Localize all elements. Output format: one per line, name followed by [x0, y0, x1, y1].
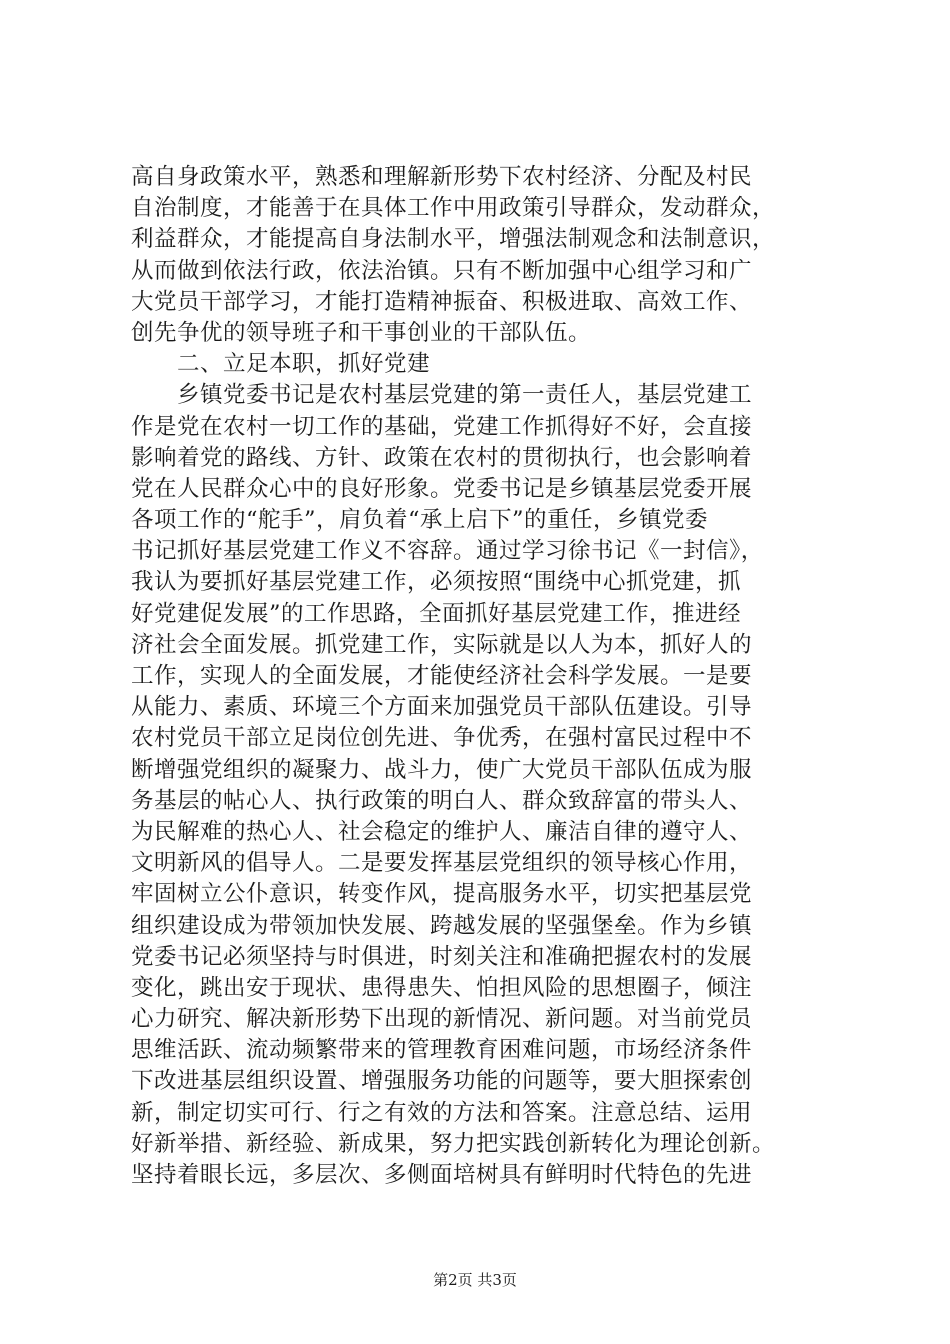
text-line: 断增强党组织的凝聚力、战斗力，使广大党员干部队伍成为服	[131, 756, 753, 783]
text-line: 创先争优的领导班子和干事创业的干部队伍。	[131, 319, 592, 346]
text-line: 牢固树立公仆意识，转变作风，提高服务水平，切实把基层党	[131, 881, 753, 908]
text-line: 高自身政策水平，熟悉和理解新形势下农村经济、分配及村民	[131, 164, 753, 190]
text-line: 好党建促发展”的工作思路，全面抓好基层党建工作，推进经	[131, 600, 742, 627]
text-line: 下改进基层组织设置、增强服务功能的问题等，要大胆探索创	[131, 1068, 753, 1095]
text-line: 思维活跃、流动频繁带来的管理教育困难问题，市场经济条件	[131, 1037, 753, 1064]
text-line: 党在人民群众心中的良好形象。党委书记是乡镇基层党委开展	[131, 475, 753, 502]
text-line: 文明新风的倡导人。二是要发挥基层党组织的领导核心作用，	[131, 850, 753, 877]
page-footer: 第2页 共3页	[433, 1271, 517, 1289]
text-line: 作是党在农村一切工作的基础，党建工作抓得好不好，会直接	[131, 413, 753, 440]
text-line: 农村党员干部立足岗位创先进、争优秀，在强村富民过程中不	[131, 725, 753, 752]
text-line: 济社会全面发展。抓党建工作，实际就是以人为本，抓好人的	[131, 631, 753, 658]
text-line: 我认为要抓好基层党建工作，必须按照“围绕中心抓党建，抓	[131, 569, 742, 596]
text-line: 影响着党的路线、方针、政策在农村的贯彻执行，也会影响着	[131, 444, 753, 471]
text-line: 坚持着眼长远，多层次、多侧面培树具有鲜明时代特色的先进	[131, 1162, 753, 1188]
section-heading: 二、立足本职，抓好党建	[177, 351, 431, 378]
text-line: 好新举措、新经验、新成果，努力把实践创新转化为理论创新。	[131, 1130, 776, 1157]
text-line: 工作，实现人的全面发展，才能使经济社会科学发展。一是要	[131, 663, 753, 689]
text-line: 自治制度，才能善于在具体工作中用政策引导群众，发动群众，	[131, 195, 776, 222]
text-line: 党委书记必须坚持与时俱进，时刻关注和准确把握农村的发展	[131, 943, 753, 970]
text-line: 利益群众，才能提高自身法制水平，增强法制观念和法制意识，	[131, 226, 776, 253]
text-line: 书记抓好基层党建工作义不容辞。通过学习徐书记《一封信》，	[131, 538, 764, 565]
body-text	[131, 162, 831, 1191]
text-line: 新，制定切实可行、行之有效的方法和答案。注意总结、运用	[131, 1099, 753, 1126]
text-line: 各项工作的“舵手”，肩负着“承上启下”的重任，乡镇党委	[131, 507, 709, 534]
text-line: 为民解难的热心人、社会稳定的维护人、廉洁自律的遵守人、	[131, 818, 753, 845]
text-line: 乡镇党委书记是农村基层党建的第一责任人，基层党建工	[177, 382, 753, 409]
text-line: 从而做到依法行政，依法治镇。只有不断加强中心组学习和广	[131, 257, 753, 284]
text-line: 大党员干部学习，才能打造精神振奋、积极进取、高效工作、	[131, 288, 753, 315]
text-line: 从能力、素质、环境三个方面来加强党员干部队伍建设。引导	[131, 694, 753, 721]
text-line: 变化，跳出安于现状、患得患失、怕担风险的思想圈子，倾注	[131, 974, 753, 1001]
text-line: 心力研究、解决新形势下出现的新情况、新问题。对当前党员	[131, 1006, 753, 1033]
text-line: 组织建设成为带领加快发展、跨越发展的坚强堡垒。作为乡镇	[131, 912, 753, 939]
text-line: 务基层的帖心人、执行政策的明白人、群众致辞富的带头人、	[131, 787, 753, 814]
